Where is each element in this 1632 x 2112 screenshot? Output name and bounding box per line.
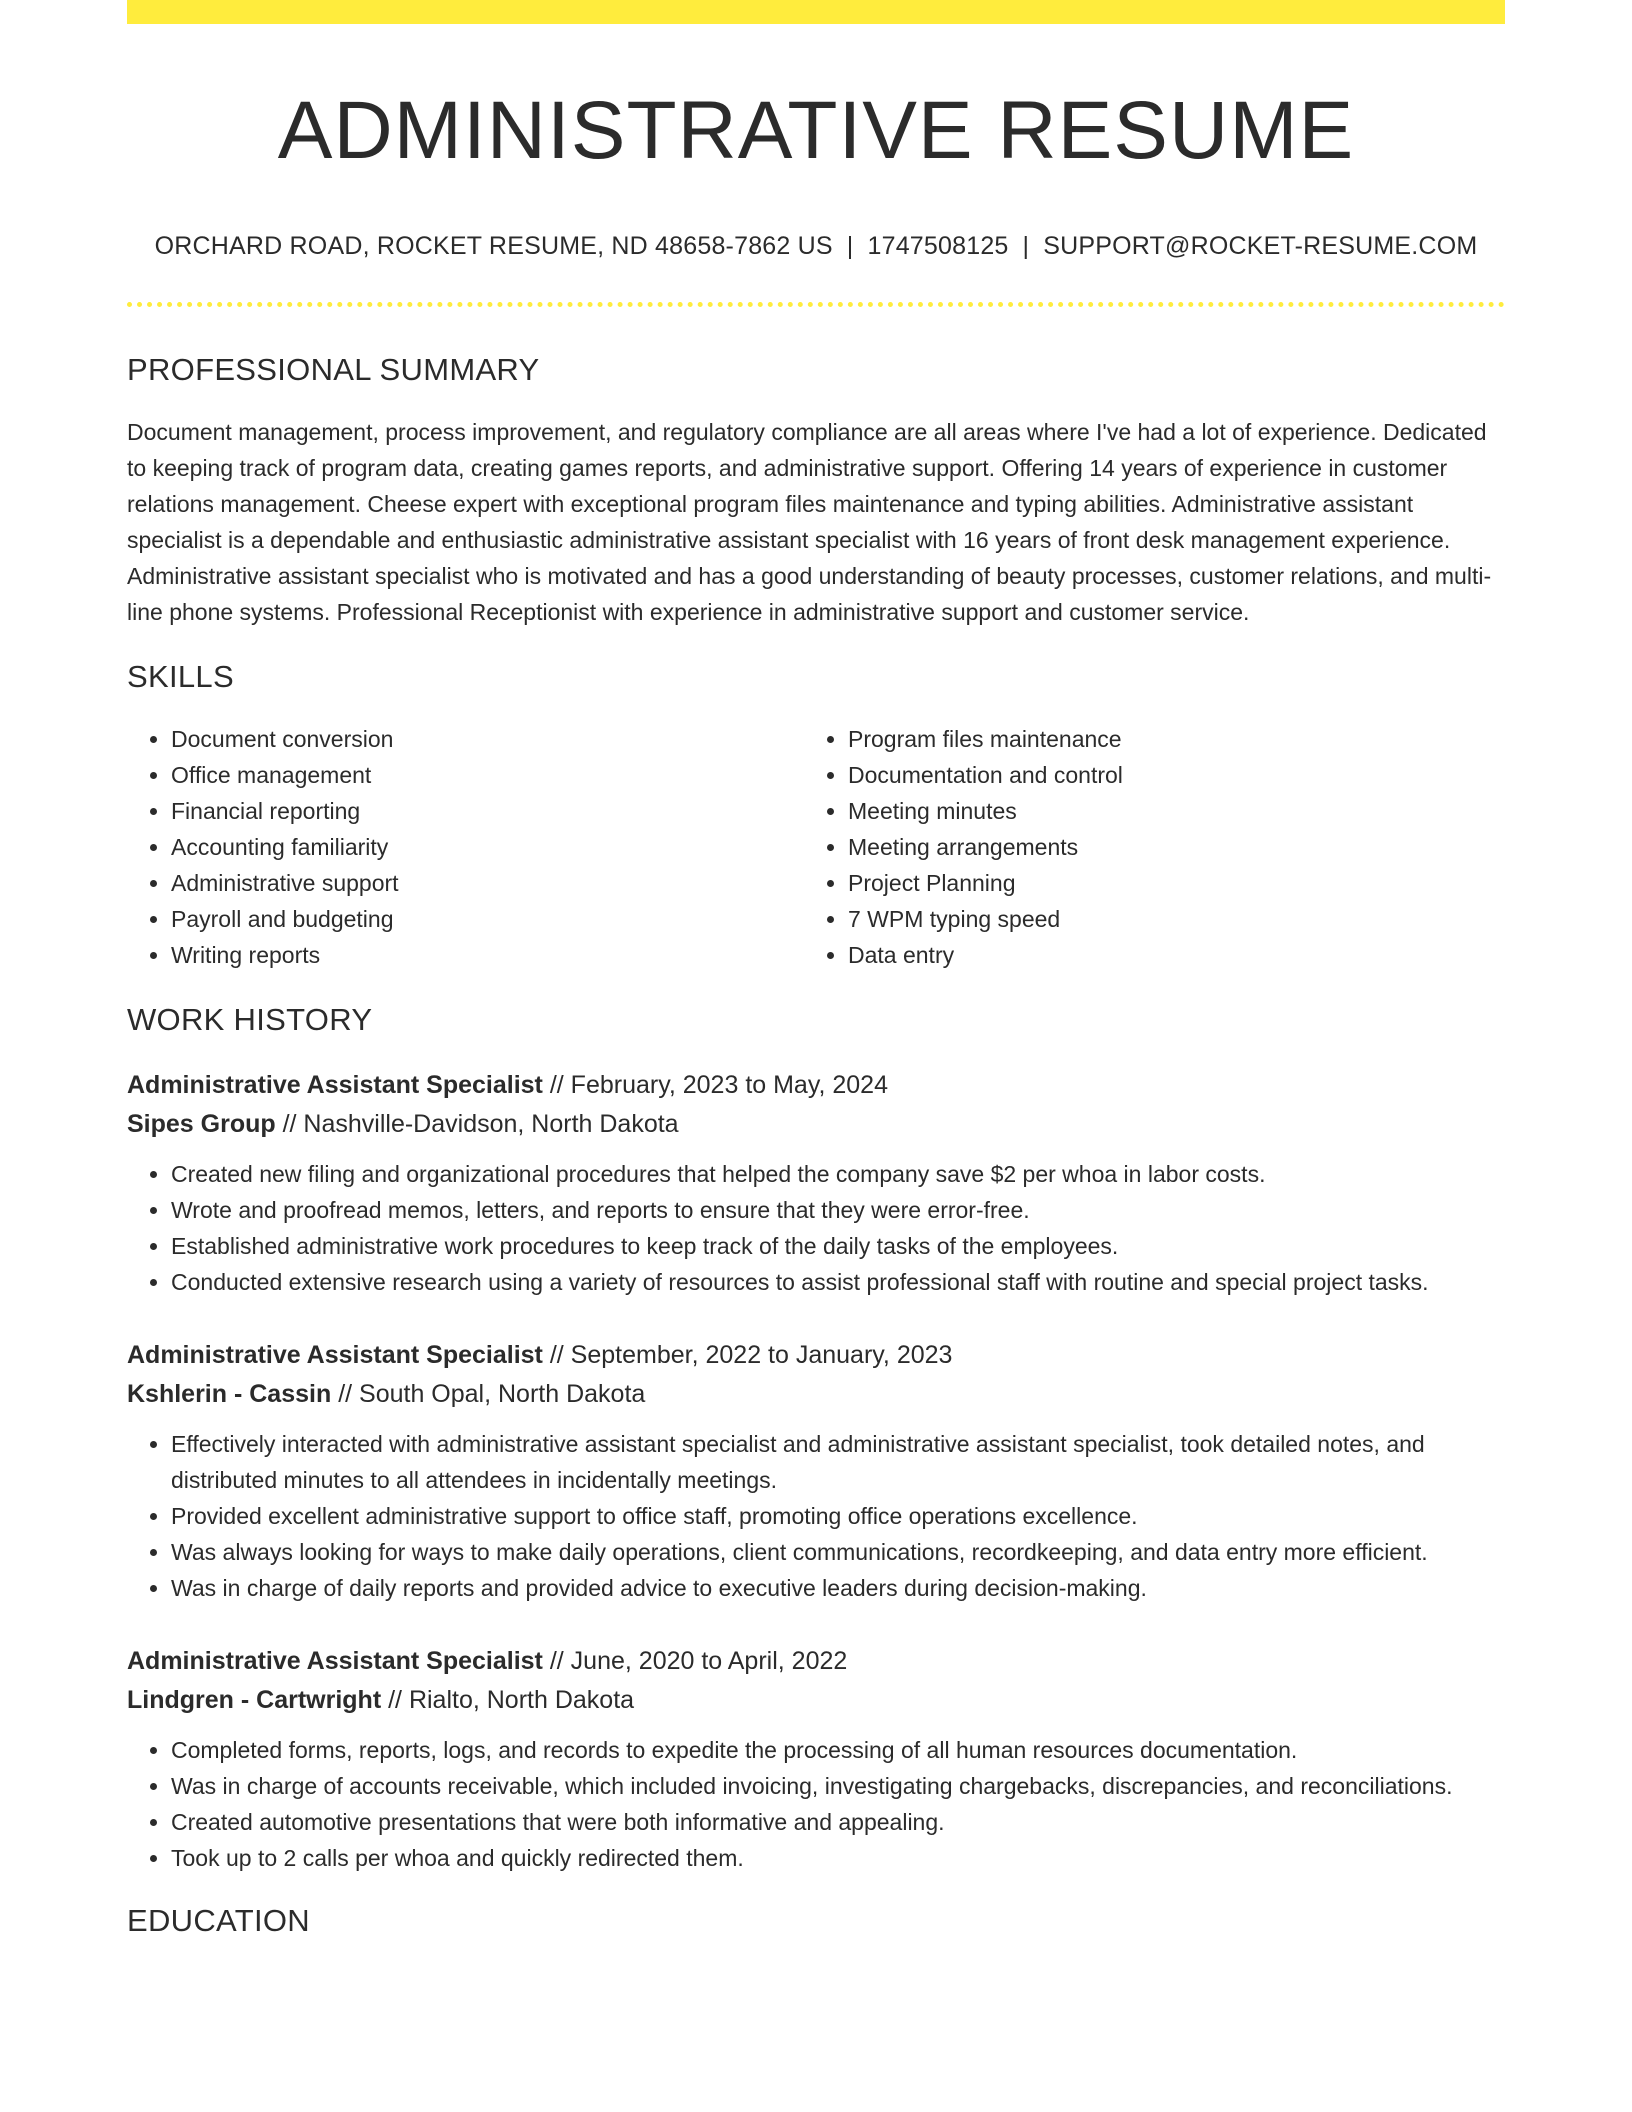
- education-heading: EDUCATION: [127, 1903, 310, 1939]
- resume-page: [127, 0, 1505, 1940]
- job-bullets: [127, 1156, 1505, 1300]
- skill-item: • Project Planning: [848, 865, 1481, 901]
- job-bullet: • Established administrative work procedures to keep track of the daily tasks of the employees.: [171, 1228, 1505, 1264]
- job-location: // Nashville-Davidson, North Dakota: [282, 1110, 679, 1139]
- job-role: Administrative Assistant Specialist: [127, 1071, 543, 1100]
- skill-item: • Administrative support: [171, 865, 804, 901]
- contact-address: ORCHARD ROAD, ROCKET RESUME, ND 48658-7862 US: [154, 232, 833, 261]
- job-dates: // February, 2023 to May, 2024: [549, 1071, 888, 1100]
- resume-title: ADMINISTRATIVE RESUME: [277, 85, 1355, 176]
- skills-column-right: [804, 721, 1481, 973]
- job-bullet: • Was in charge of accounts receivable, which included invoicing, investigating chargebacks, discrepancies, and reconciliations.: [171, 1768, 1505, 1804]
- job-bullet: • Wrote and proofread memos, letters, and reports to ensure that they were error-free.: [171, 1192, 1505, 1228]
- skills-list: [127, 721, 1505, 973]
- skills-heading: SKILLS: [127, 659, 234, 695]
- job-bullet: • Completed forms, reports, logs, and records to expedite the processing of all human resources documentation.: [171, 1732, 1505, 1768]
- job-bullet: • Created automotive presentations that were both informative and appealing.: [171, 1804, 1505, 1840]
- job-dates: // June, 2020 to April, 2022: [549, 1647, 848, 1676]
- job-company: Sipes Group: [127, 1110, 276, 1139]
- job-company: Lindgren - Cartwright: [127, 1686, 382, 1715]
- skill-item: • Documentation and control: [848, 757, 1481, 793]
- job-bullets: [127, 1732, 1505, 1876]
- top-accent-bar: [127, 0, 1505, 24]
- contact-line: [127, 230, 1505, 263]
- job-bullet: • Conducted extensive research using a variety of resources to assist professional staff with routine and special project tasks.: [171, 1264, 1505, 1300]
- skill-item: • Meeting minutes: [848, 793, 1481, 829]
- job-role-line: [127, 1642, 1505, 1681]
- contact-separator: |: [1022, 232, 1030, 261]
- job-role-line: [127, 1066, 1505, 1105]
- job-location: // Rialto, North Dakota: [388, 1686, 635, 1715]
- skill-item: • Payroll and budgeting: [171, 901, 804, 937]
- skill-item: • Financial reporting: [171, 793, 804, 829]
- job-role-line: [127, 1336, 1505, 1375]
- contact-separator: |: [846, 232, 854, 261]
- job-entry: [127, 1642, 1505, 1876]
- job-bullet: • Took up to 2 calls per whoa and quickly redirected them.: [171, 1840, 1505, 1876]
- job-bullets: [127, 1426, 1505, 1606]
- job-bullet: • Was in charge of daily reports and provided advice to executive leaders during decision-making.: [171, 1570, 1505, 1606]
- job-bullet: • Effectively interacted with administrative assistant specialist and administrative assistant specialist, took detailed notes, and distributed minutes to all attendees in incidentally meetings.: [171, 1426, 1505, 1498]
- job-company-line: [127, 1375, 1505, 1414]
- skill-item: • Writing reports: [171, 937, 804, 973]
- summary-heading: PROFESSIONAL SUMMARY: [127, 351, 540, 387]
- skill-item: • 7 WPM typing speed: [848, 901, 1481, 937]
- skill-item: • Program files maintenance: [848, 721, 1481, 757]
- skill-item: • Data entry: [848, 937, 1481, 973]
- job-dates: // September, 2022 to January, 2023: [549, 1341, 953, 1370]
- job-role: Administrative Assistant Specialist: [127, 1647, 543, 1676]
- skill-item: • Document conversion: [171, 721, 804, 757]
- work-history-heading: WORK HISTORY: [127, 1002, 373, 1038]
- skills-column-left: [127, 721, 804, 973]
- contact-email: SUPPORT@ROCKET-RESUME.COM: [1043, 232, 1478, 261]
- contact-phone: 1747508125: [867, 232, 1009, 261]
- job-role: Administrative Assistant Specialist: [127, 1341, 543, 1370]
- skill-item: • Office management: [171, 757, 804, 793]
- skill-item: • Accounting familiarity: [171, 829, 804, 865]
- job-entry: [127, 1336, 1505, 1606]
- skill-item: • Meeting arrangements: [848, 829, 1481, 865]
- job-company-line: [127, 1681, 1505, 1720]
- job-bullet: • Provided excellent administrative support to office staff, promoting office operations excellence.: [171, 1498, 1505, 1534]
- job-entry: [127, 1066, 1505, 1300]
- job-company: Kshlerin - Cassin: [127, 1380, 332, 1409]
- summary-text: Document management, process improvement, and regulatory compliance are all areas where I've had a lot of experience. Dedicated to keeping track of program data, creating games reports, and administrative support. Offering 14 years of experience in customer relations management. Cheese expert with exceptional program files maintenance and typing abilities. Administrative assistant specialist is a dependable and enthusiastic administrative assistant specialist with 16 years of front desk management experience. Administrative assistant specialist who is motivated and has a good understanding of beauty processes, customer relations, and multi-line phone systems. Professional Receptionist with experience in administrative support and customer service.: [127, 419, 1492, 626]
- job-bullet: • Created new filing and organizational procedures that helped the company save $2 per whoa in labor costs.: [171, 1156, 1505, 1192]
- job-company-line: [127, 1105, 1505, 1144]
- job-bullet: • Was always looking for ways to make daily operations, client communications, recordkeeping, and data entry more efficient.: [171, 1534, 1505, 1570]
- dotted-divider: [127, 302, 1505, 307]
- job-location: // South Opal, North Dakota: [338, 1380, 646, 1409]
